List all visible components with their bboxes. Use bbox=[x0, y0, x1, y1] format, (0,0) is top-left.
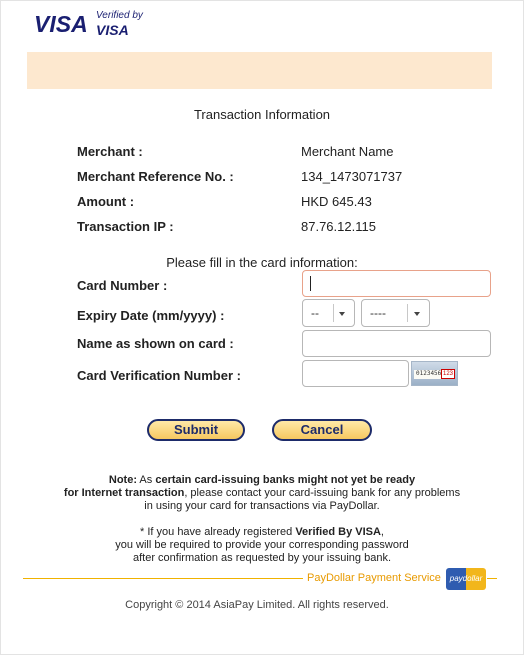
transaction-ip-value: 87.76.12.115 bbox=[301, 219, 376, 234]
expiry-month-select[interactable] bbox=[302, 299, 355, 327]
note-line4: * If you have already registered Verified By VISA, bbox=[140, 526, 384, 538]
amount-value: HKD 645.43 bbox=[301, 194, 372, 209]
vbv-line1: Verified by bbox=[96, 10, 143, 21]
page-title: Transaction Information bbox=[193, 107, 331, 122]
select-divider bbox=[333, 304, 334, 322]
note-line1: Note: As certain card-issuing banks might not yet be ready bbox=[108, 474, 416, 486]
expiry-date-label: Expiry Date (mm/yyyy) : bbox=[77, 308, 225, 323]
card-number-label: Card Number : bbox=[77, 278, 168, 293]
expiry-year-value: ---- bbox=[370, 306, 386, 320]
note-line6: after confirmation as requested by your issuing bank. bbox=[132, 552, 392, 564]
verified-by-visa-logo bbox=[96, 11, 156, 36]
name-on-card-input[interactable] bbox=[302, 330, 491, 357]
chevron-down-icon bbox=[414, 312, 420, 316]
paydollar-logo: paydollar bbox=[446, 568, 486, 590]
chevron-down-icon bbox=[339, 312, 345, 316]
paydollar-service-text: PayDollar Payment Service bbox=[307, 572, 441, 584]
card-number-input[interactable] bbox=[302, 270, 491, 297]
note-line3: in using your card for transactions via PayDollar. bbox=[144, 500, 380, 512]
footer-divider bbox=[23, 578, 303, 579]
copyright-text: Copyright © 2014 AsiaPay Limited. All rights reserved. bbox=[125, 599, 389, 611]
cvv-input[interactable] bbox=[302, 360, 409, 387]
footer-divider-right bbox=[487, 578, 497, 579]
submit-button[interactable]: Submit bbox=[147, 419, 245, 441]
cvv-card-code: 123 bbox=[442, 371, 453, 377]
merchant-value: Merchant Name bbox=[301, 144, 394, 159]
merchant-ref-value: 134_1473071737 bbox=[301, 169, 403, 184]
vbv-line2: VISA bbox=[96, 22, 129, 38]
header-banner bbox=[27, 52, 492, 89]
name-on-card-label: Name as shown on card : bbox=[77, 336, 234, 351]
merchant-ref-label: Merchant Reference No. : bbox=[77, 169, 234, 184]
form-subtitle: Please fill in the card information: bbox=[166, 255, 358, 270]
expiry-month-value: -- bbox=[311, 306, 319, 320]
transaction-ip-label: Transaction IP : bbox=[77, 219, 174, 234]
cvv-label: Card Verification Number : bbox=[77, 368, 241, 383]
note-line2: for Internet transaction, please contact your card-issuing bank for any problems bbox=[63, 487, 461, 499]
text-cursor bbox=[310, 276, 311, 291]
cvv-card-back-icon bbox=[411, 361, 458, 386]
select-divider bbox=[407, 304, 408, 322]
visa-logo: VISA bbox=[34, 11, 88, 37]
merchant-label: Merchant : bbox=[77, 144, 143, 159]
expiry-year-select[interactable] bbox=[361, 299, 430, 327]
cvv-card-digits: 0123456 bbox=[416, 370, 442, 377]
note-line5: you will be required to provide your corresponding password bbox=[115, 539, 409, 551]
amount-label: Amount : bbox=[77, 194, 135, 209]
cancel-button[interactable]: Cancel bbox=[272, 419, 372, 441]
